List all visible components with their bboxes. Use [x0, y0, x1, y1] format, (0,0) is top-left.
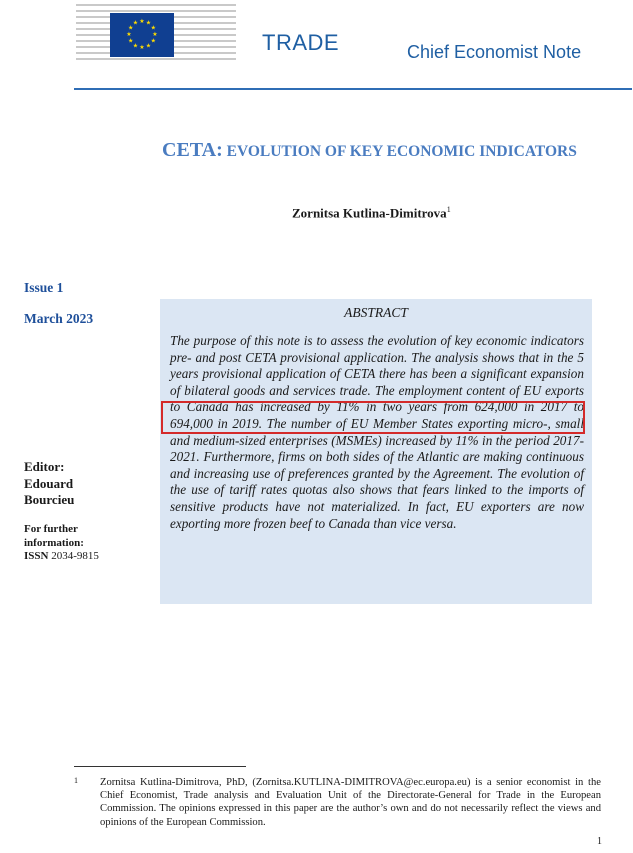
editor-block — [24, 459, 124, 509]
further-info-block — [24, 523, 154, 564]
further-info-line2: information: — [24, 536, 84, 549]
author-line — [292, 205, 451, 221]
issn-label: ISSN — [24, 550, 49, 562]
svg-text:★: ★ — [126, 31, 132, 38]
author-name: Zornitsa Kutlina-Dimitrova — [292, 205, 447, 221]
org-label: TRADE — [262, 30, 340, 55]
author-footnote-ref[interactable]: 1 — [446, 205, 451, 214]
svg-text:★: ★ — [132, 19, 139, 27]
svg-text:★: ★ — [128, 24, 134, 32]
svg-text:★: ★ — [139, 44, 145, 51]
svg-text:★: ★ — [150, 24, 156, 32]
issn-line — [24, 550, 154, 564]
footnote-mark: 1 — [74, 776, 78, 785]
svg-text:★: ★ — [132, 42, 139, 50]
issue-date: March 2023 — [24, 311, 94, 326]
abstract-body: The purpose of this note is to assess the evolution of key economic indicators pre- and post CETA provisional application. The analysis shows that in the 5 years provisional application of CETA there has been a significant expansion of bilateral goods and services trade. The employment content of EU exports to Canada has increased by 11% in two years from 624,000 in 2017 to 694,000 in 2019. The number of EU Member States exporting micro-, small and medium-sized enterprises (MSMEs) increased by 11% in the period 2017-2021. Furthermore, firms on both sides of the Atlantic are making continuous and increasing use of preferences granted by the Agreement. The evolution of the use of tariff rates quotas also shows that fears linked to the imports of sensitive products have not materialized. In fact, EU exporters are now exporting more frozen beef to Canada than vice versa. — [170, 333, 584, 531]
svg-text:★: ★ — [139, 18, 145, 25]
editor-label: Editor: — [24, 459, 65, 474]
eu-flag-icon — [110, 13, 174, 57]
abstract-box — [160, 299, 592, 604]
page-number: 1 — [597, 836, 602, 847]
svg-text:★: ★ — [152, 31, 158, 38]
issue-label: Issue 1 — [24, 280, 64, 295]
header-divider — [74, 88, 632, 90]
abstract-heading: ABSTRACT — [344, 305, 408, 320]
further-info-line1: For further — [24, 523, 78, 535]
svg-text:★: ★ — [145, 42, 152, 50]
document-title — [162, 139, 577, 162]
editor-first-name: Edouard — [24, 475, 74, 491]
footnote-text: Zornitsa Kutlina-Dimitrova, PhD, (Zornitsa.KUTLINA-DIMITROVA@ec.europa.eu) is a senior economist in the Chief Economist, Trade analysis and Evaluation Unit of the Directorate-General for Trade in the European Commission. The opinions expressed in this paper are the author’s own and do not necessarily reflect the views and opinions of the European Commission. — [100, 777, 601, 828]
highlight-box — [161, 401, 585, 434]
svg-text:★: ★ — [150, 37, 156, 45]
svg-text:★: ★ — [145, 19, 152, 27]
editor-last-name: Bourcieu — [24, 492, 75, 507]
footnote-divider — [74, 766, 246, 767]
title-prefix: CETA: — [162, 139, 223, 161]
series-label: Chief Economist Note — [407, 42, 582, 62]
issn-value: 2034-9815 — [51, 550, 99, 562]
svg-text:★: ★ — [128, 37, 134, 45]
title-rest: EVOLUTION OF KEY ECONOMIC INDICATORS — [222, 143, 577, 160]
